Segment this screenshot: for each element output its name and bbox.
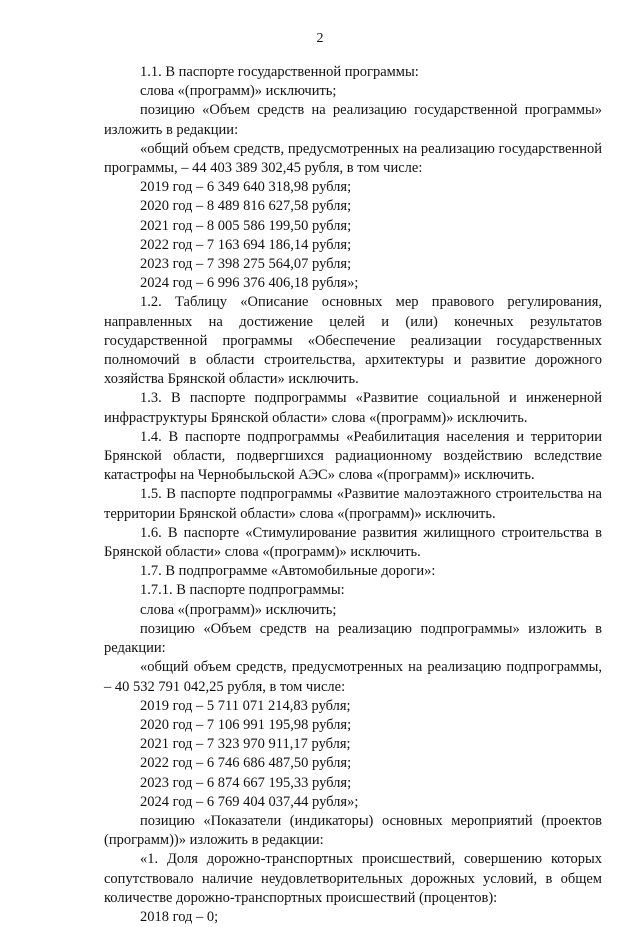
sub-year-line-2021: 2021 год – 7 323 970 911,17 рубля; [140,736,351,753]
sub-year-line-2019: 2019 год – 5 711 071 214,83 рубля; [140,697,351,714]
year-line-2023: 2023 год – 7 398 275 564,07 рубля; [140,256,352,273]
year-line-2022: 2022 год – 7 163 694 186,14 рубля; [140,236,352,253]
paragraph-1-5: 1.5. В паспорте подпрограммы «Развитие малоэтажного строительства на территории Брянской области» слова «(программ)» исключить. [104,486,602,522]
sub-year-line-2024: 2024 год – 6 769 404 037,44 рубля»; [140,793,359,810]
paragraph-1-1-position: позицию «Объем средств на реализацию государственной программы» изложить в редакции: [104,102,602,138]
sub-year-line-2023: 2023 год – 6 874 667 195,33 рубля; [140,774,352,791]
sub-year-line-2020: 2020 год – 7 106 991 195,98 рубля; [140,716,352,733]
indicator-year-line-2018: 2018 год – 0; [140,908,219,925]
paragraph-1-7-1-total: «общий объем средств, предусмотренных на реализацию подпрограммы, – 40 532 791 042,25 рубля, в том числе: [104,659,602,695]
year-line-2019: 2019 год – 6 349 640 318,98 рубля; [140,179,352,196]
year-line-2021: 2021 год – 8 005 586 199,50 рубля; [140,217,352,234]
paragraph-1-1-total: «общий объем средств, предусмотренных на реализацию государственной программы, – 44 403 389 302,45 рубля, в том числе: [104,140,602,177]
document-body [104,63,602,927]
paragraph-1-6: 1.6. В паспорте «Стимулирование развития жилищного строительства в Брянской области» слова «(программ)» исключить. [104,524,602,561]
paragraph-indicator-1: «1. Доля дорожно-транспортных происшествий, совершению которых сопутствовало наличие неудовлетворительных дорожных условий, в общем количестве дорожно-транспортных происшествий (процентов): [104,851,602,906]
year-line-2020: 2020 год – 8 489 816 627,58 рубля; [140,198,352,215]
paragraph-1-7: 1.7. В подпрограмме «Автомобильные дороги»: [140,563,436,580]
paragraph-1-1-words: слова «(программ)» исключить; [140,83,337,100]
paragraph-1-7-1-position: позицию «Объем средств на реализацию подпрограммы» изложить в редакции: [104,620,602,657]
year-line-2024: 2024 год – 6 996 376 406,18 рубля»; [140,275,359,292]
paragraph-1-4: 1.4. В паспорте подпрограммы «Реабилитация населения и территории Брянской области, подвергшихся радиационному воздействию вследствие катастрофы на Чернобыльской АЭС» слова «(программ)» исключить. [104,428,602,484]
paragraph-1-7-1-words: слова «(программ)» исключить; [140,601,337,618]
paragraph-1-7-1: 1.7.1. В паспорте подпрограммы: [140,582,345,599]
paragraph-1-2: 1.2. Таблицу «Описание основных мер правового регулирования, направленных на достижение целей и (или) конечных результатов государственной программы «Обеспечение реализации государственных полномочий в области строительства, архитектуры и развитие дорожного хозяйства Брянской области» исключить. [104,294,602,388]
paragraph-indicators-position: позицию «Показатели (индикаторы) основных мероприятий (проектов (программ))» изложить в редакции: [104,812,602,849]
page-number: 2 [316,31,324,46]
paragraph-1-3: 1.3. В паспорте подпрограммы «Развитие социальной и инженерной инфраструктуры Брянской области» слова «(программ)» исключить. [104,390,602,426]
sub-year-line-2022: 2022 год – 6 746 686 487,50 рубля; [140,755,352,772]
paragraph-1-1: 1.1. В паспорте государственной программы: [140,64,419,80]
